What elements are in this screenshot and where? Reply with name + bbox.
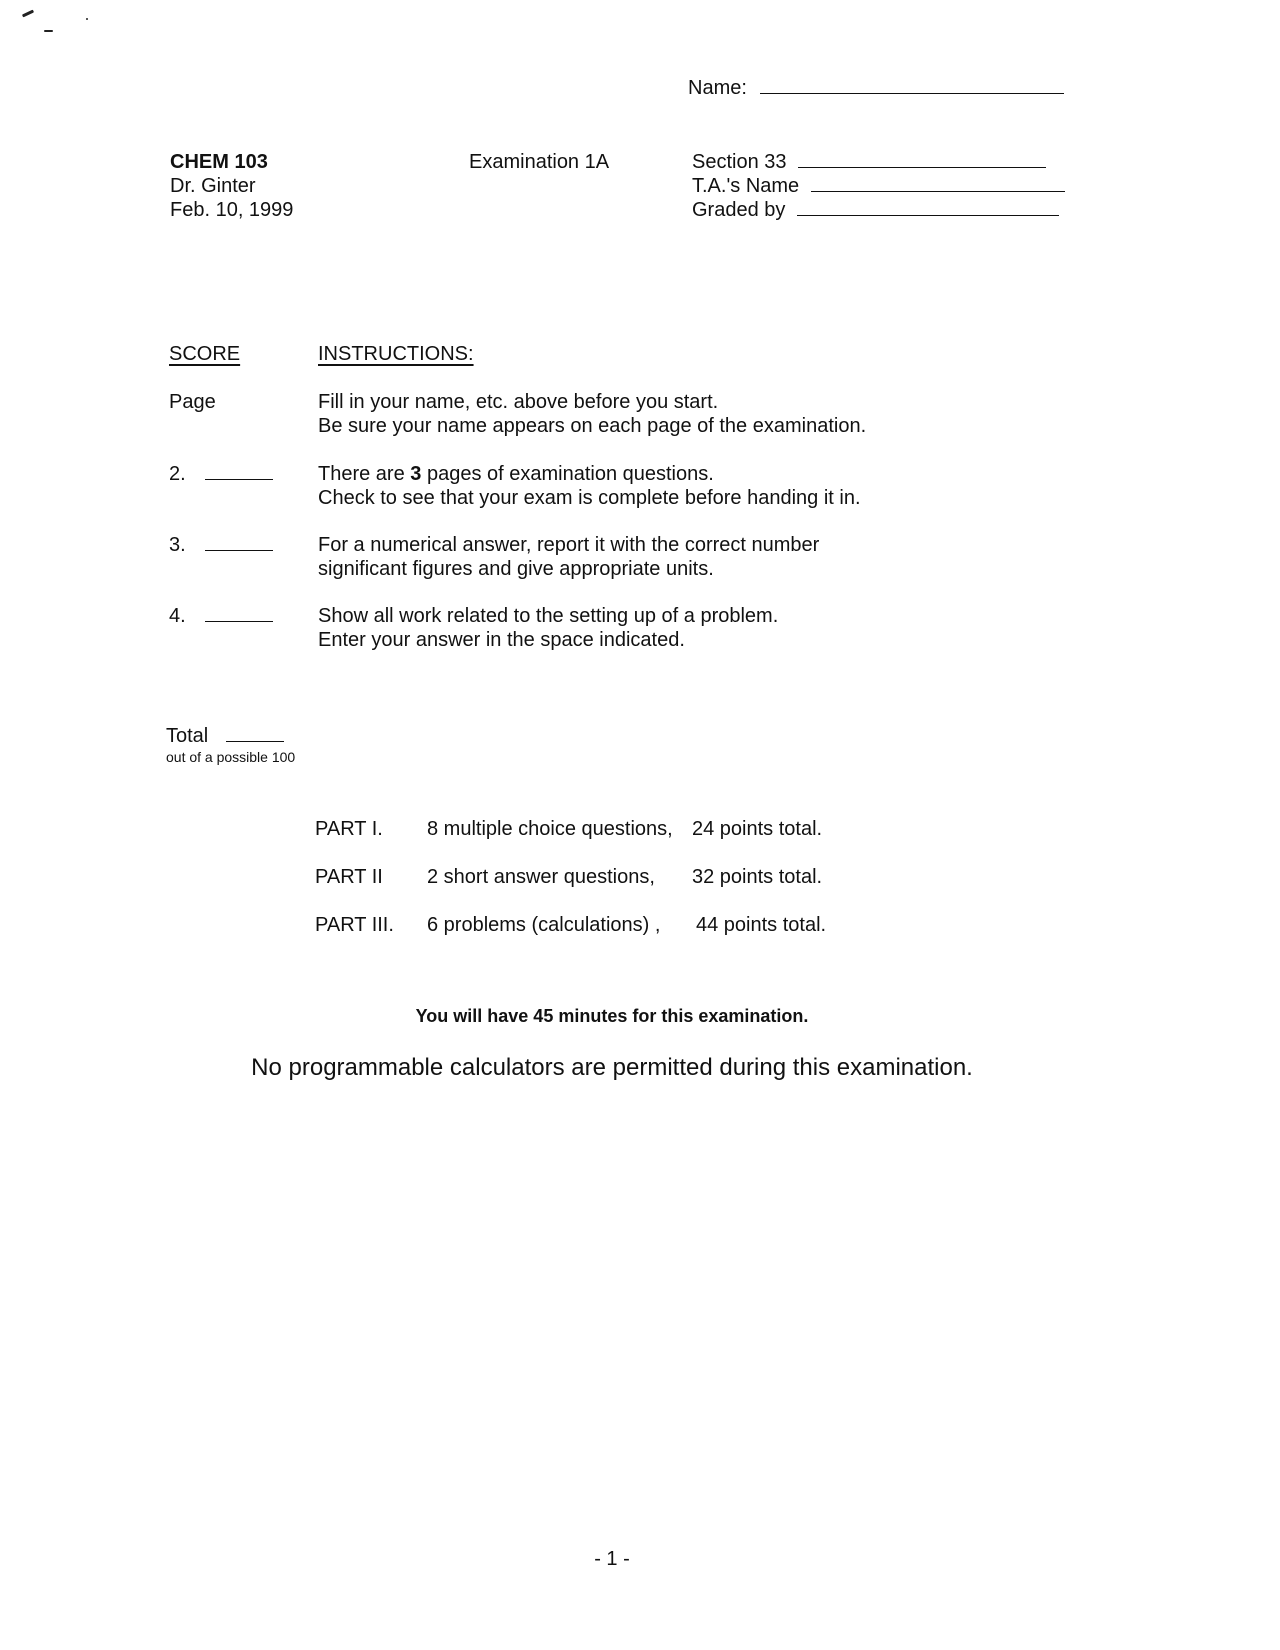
part-description: 8 multiple choice questions,: [427, 818, 673, 840]
score-row: [169, 604, 273, 628]
total-label: Total: [166, 725, 209, 747]
part-points: 44 points total.: [696, 914, 827, 936]
section-label: Section 33: [692, 151, 787, 173]
name-label: Name:: [688, 77, 747, 99]
name-field-row: [688, 76, 1064, 100]
total-blank[interactable]: [226, 741, 284, 742]
instruction-line: For a numerical answer, report it with the correct number: [318, 534, 820, 556]
part-description: 6 problems (calculations) ,: [427, 914, 661, 936]
instruction-line: Be sure your name appears on each page of the examination.: [318, 415, 867, 437]
section-block: [692, 150, 1065, 222]
part-points: 32 points total.: [692, 866, 823, 888]
instructor-name: Dr. Ginter: [170, 175, 256, 197]
instruction-line: significant figures and give appropriate units.: [318, 558, 714, 580]
score-row-label: 2.: [169, 463, 186, 485]
score-row: [169, 533, 273, 557]
course-code: CHEM 103: [170, 151, 268, 173]
instruction-line: Fill in your name, etc. above before you start.: [318, 391, 719, 413]
score-blank[interactable]: [205, 479, 273, 480]
score-row: [169, 462, 273, 486]
total-possible-note: out of a possible 100: [166, 749, 296, 765]
score-blank[interactable]: [205, 550, 273, 551]
instruction-item: [318, 462, 861, 510]
calculator-policy-note: No programmable calculators are permitted during this examination.: [251, 1054, 973, 1081]
instruction-line: Enter your answer in the space indicated.: [318, 629, 685, 651]
instruction-item: [318, 604, 778, 652]
part-name: PART I.: [315, 818, 383, 840]
exam-title: Examination 1A: [469, 151, 610, 173]
score-blank[interactable]: [205, 621, 273, 622]
time-limit-note: You will have 45 minutes for this examination.: [415, 1006, 809, 1026]
part-name: PART III.: [315, 914, 394, 936]
section-blank[interactable]: [798, 167, 1046, 168]
graded-by-blank[interactable]: [797, 215, 1059, 216]
graded-by-label: Graded by: [692, 199, 786, 221]
section-row: [692, 150, 1065, 174]
exam-date: Feb. 10, 1999: [170, 199, 294, 221]
ta-name-blank[interactable]: [811, 191, 1065, 192]
score-page-label: Page: [169, 391, 216, 413]
ta-name-label: T.A.'s Name: [692, 175, 800, 197]
score-row-label: 4.: [169, 605, 186, 627]
instruction-line: Check to see that your exam is complete before handing it in.: [318, 487, 861, 509]
scan-speck: [22, 10, 34, 18]
part-points: 24 points total.: [692, 818, 823, 840]
instruction-item: [318, 390, 866, 438]
part-name: PART II: [315, 866, 383, 888]
graded-by-row: [692, 198, 1065, 222]
total-row: [166, 724, 284, 748]
instructions-heading: INSTRUCTIONS:: [318, 343, 474, 365]
instruction-line: Show all work related to the setting up of a problem.: [318, 605, 779, 627]
name-blank[interactable]: [760, 93, 1064, 94]
score-heading: SCORE: [169, 343, 241, 365]
page-number: - 1 -: [594, 1548, 630, 1570]
instruction-item: [318, 533, 819, 581]
scan-speck: [86, 18, 88, 20]
course-block: [170, 150, 293, 222]
instruction-line: There are 3 pages of examination questions.: [318, 463, 714, 485]
scan-speck: [44, 30, 53, 32]
score-row-label: 3.: [169, 534, 186, 556]
ta-name-row: [692, 174, 1065, 198]
part-description: 2 short answer questions,: [427, 866, 655, 888]
